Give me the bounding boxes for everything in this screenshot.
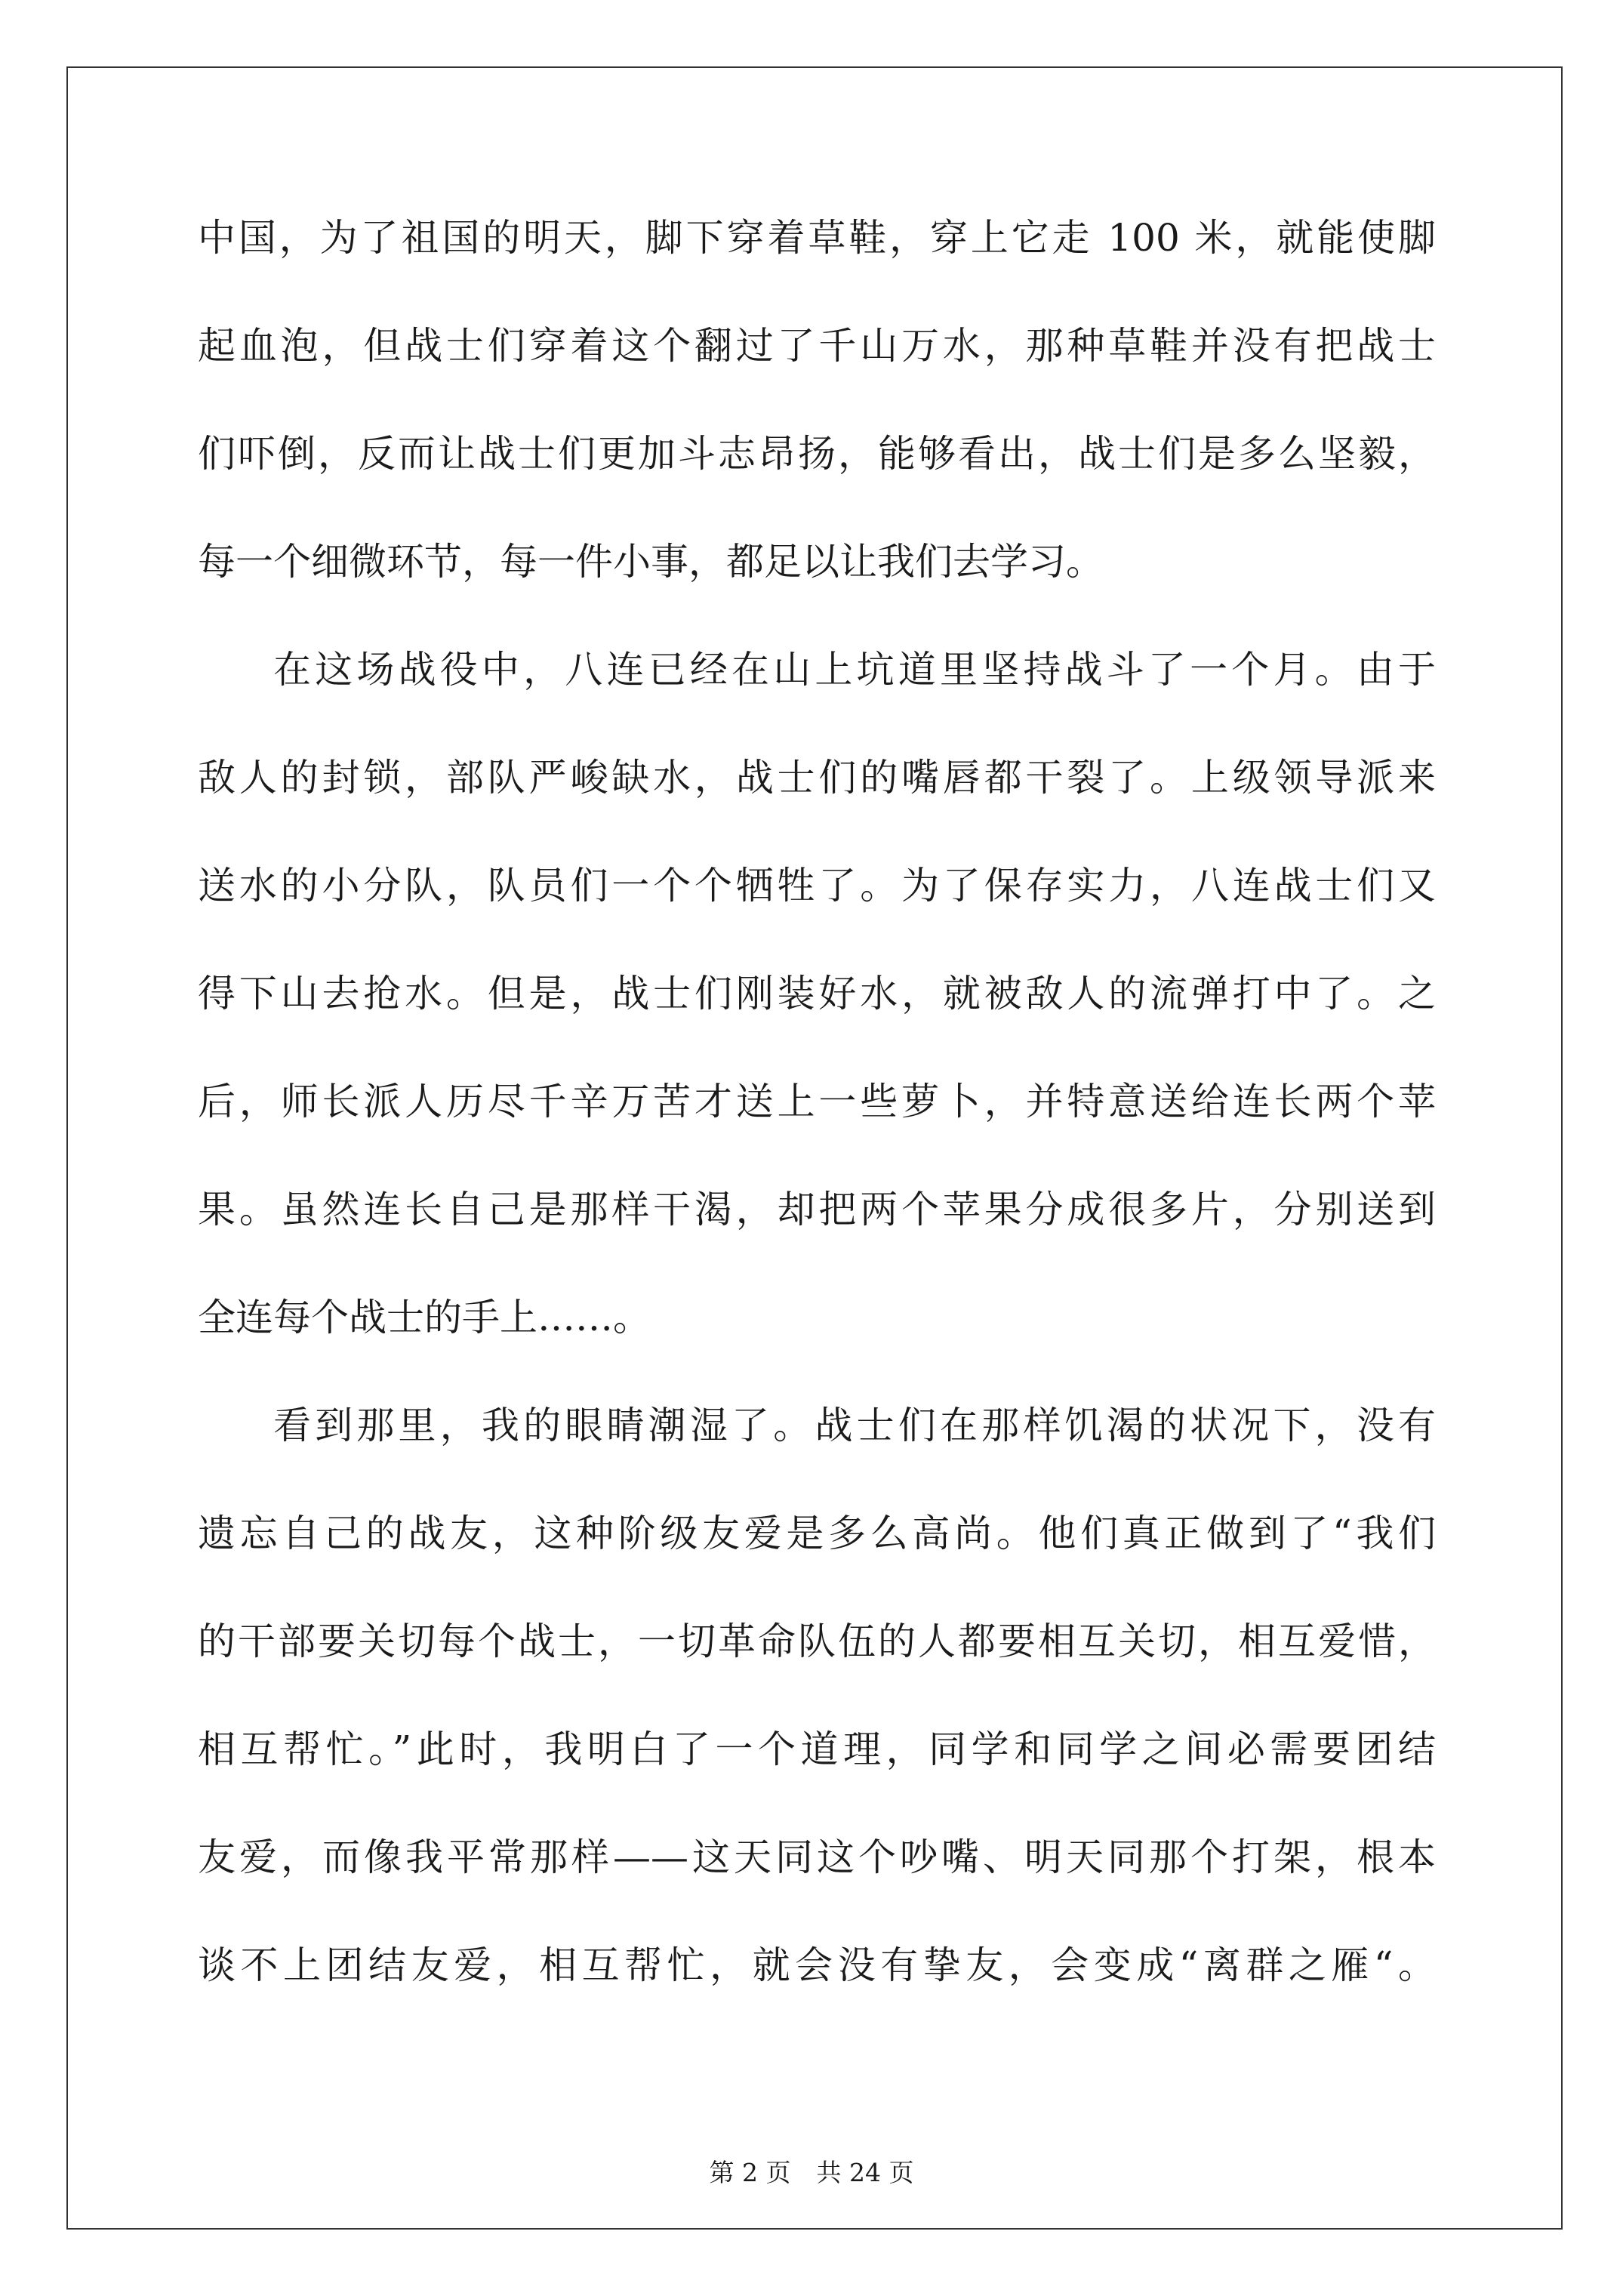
page-footer bbox=[0, 2158, 1623, 2188]
text-line: 友爱，而像我平常那样——这天同这个吵嘴、明天同那个打架，根本 bbox=[198, 1835, 1436, 1879]
text-line: 全连每个战士的手上……。 bbox=[198, 1296, 651, 1339]
text-line: 起血泡，但战士们穿着这个翻过了千山万水，那种草鞋并没有把战士 bbox=[198, 324, 1436, 368]
document-body bbox=[198, 216, 1436, 2054]
page-total: 共 24 页 bbox=[816, 2158, 914, 2187]
text-line: 相互帮忙。”此时，我明白了一个道理，同学和同学之间必需要团结 bbox=[198, 1727, 1436, 1771]
text-line: 遗忘自己的战友，这种阶级友爱是多么高尚。他们真正做到了“我们 bbox=[198, 1512, 1436, 1555]
text-line: 送水的小分队，队员们一个个牺牲了。为了保存实力，八连战士们又 bbox=[198, 864, 1436, 908]
text-line: 谈不上团结友爱，相互帮忙，就会没有挚友，会变成“离群之雁“。 bbox=[198, 1943, 1436, 1987]
text-line: 后，师长派人历尽千辛万苦才送上一些萝卜，并特意送给连长两个苹 bbox=[198, 1080, 1436, 1123]
text-line: 在这场战役中，八连已经在山上坑道里坚持战斗了一个月。由于 bbox=[273, 648, 1436, 692]
text-line: 果。虽然连长自己是那样干渴，却把两个苹果分成很多片，分别送到 bbox=[198, 1188, 1436, 1231]
text-line: 的干部要关切每个战士，一切革命队伍的人都要相互关切，相互爱惜， bbox=[198, 1620, 1436, 1663]
text-line: 每一个细微环节，每一件小事，都足以让我们去学习。 bbox=[198, 540, 1104, 584]
text-line: 们吓倒，反而让战士们更加斗志昂扬，能够看出，战士们是多么坚毅， bbox=[198, 432, 1436, 476]
text-line: 得下山去抢水。但是，战士们刚装好水，就被敌人的流弹打中了。之 bbox=[198, 972, 1436, 1015]
text-line: 看到那里，我的眼睛潮湿了。战士们在那样饥渴的状况下，没有 bbox=[273, 1404, 1436, 1447]
text-line: 敌人的封锁，部队严峻缺水，战士们的嘴唇都干裂了。上级领导派来 bbox=[198, 756, 1436, 800]
page-number: 第 2 页 bbox=[709, 2158, 791, 2187]
text-line: 中国，为了祖国的明天，脚下穿着草鞋，穿上它走 100 米，就能使脚 bbox=[198, 216, 1436, 260]
